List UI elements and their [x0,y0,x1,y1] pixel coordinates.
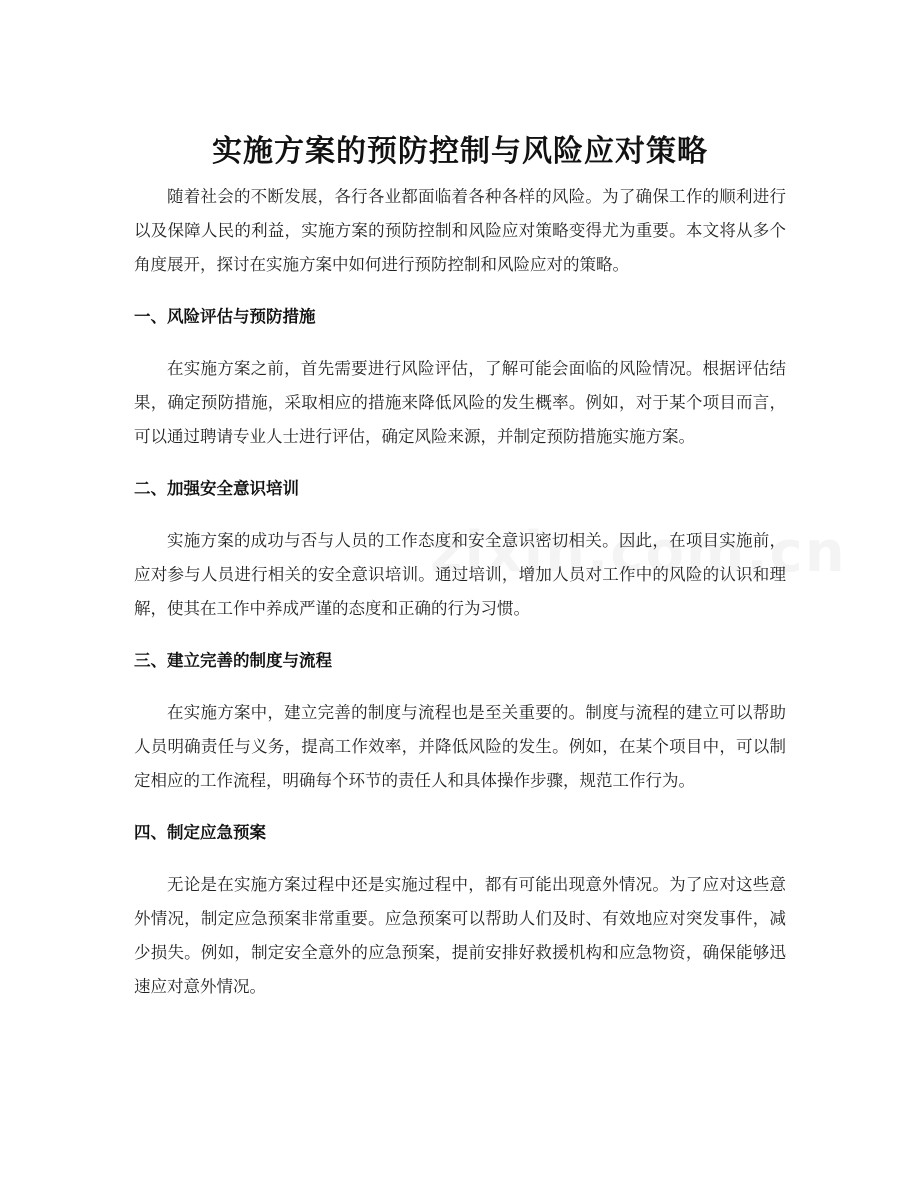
document-title: 实施方案的预防控制与风险应对策略 [212,134,708,170]
section-paragraph-1: 在实施方案之前，首先需要进行风险评估，了解可能会面临的风险情况。根据评估结果，确定预防措施，采取相应的措施来降低风险的发生概率。例如，对于某个项目而言，可以通过聘请专业人士进行评估，确定风险来源，并制定预防措施实施方案。 [134,359,786,446]
section-heading-2: 二、加强安全意识培训 [134,479,299,498]
section-paragraph-2: 实施方案的成功与否与人员的工作态度和安全意识密切相关。因此，在项目实施前，应对参与人员进行相关的安全意识培训。通过培训，增加人员对工作中的风险的认识和理解，使其在工作中养成严谨的态度和正确的行为习惯。 [134,531,786,618]
section-heading-4: 四、制定应急预案 [134,823,266,842]
intro-paragraph: 随着社会的不断发展，各行各业都面临着各种各样的风险。为了确保工作的顺利进行以及保障人民的利益，实施方案的预防控制和风险应对策略变得尤为重要。本文将从多个角度展开，探讨在实施方案中如何进行预防控制和风险应对的策略。 [134,187,786,274]
section-paragraph-4: 无论是在实施方案过程中还是实施过程中，都有可能出现意外情况。为了应对这些意外情况，制定应急预案非常重要。应急预案可以帮助人们及时、有效地应对突发事件，减少损失。例如，制定安全意外的应急预案，提前安排好救援机构和应急物资，确保能够迅速应对意外情况。 [134,875,786,996]
section-paragraph-3: 在实施方案中，建立完善的制度与流程也是至关重要的。制度与流程的建立可以帮助人员明确责任与义务，提高工作效率，并降低风险的发生。例如，在某个项目中，可以制定相应的工作流程，明确每个环节的责任人和具体操作步骤，规范工作行为。 [134,703,786,790]
document-body [134,180,786,1004]
section-heading-3: 三、建立完善的制度与流程 [134,651,332,670]
section-heading-1: 一、风险评估与预防措施 [134,307,316,326]
